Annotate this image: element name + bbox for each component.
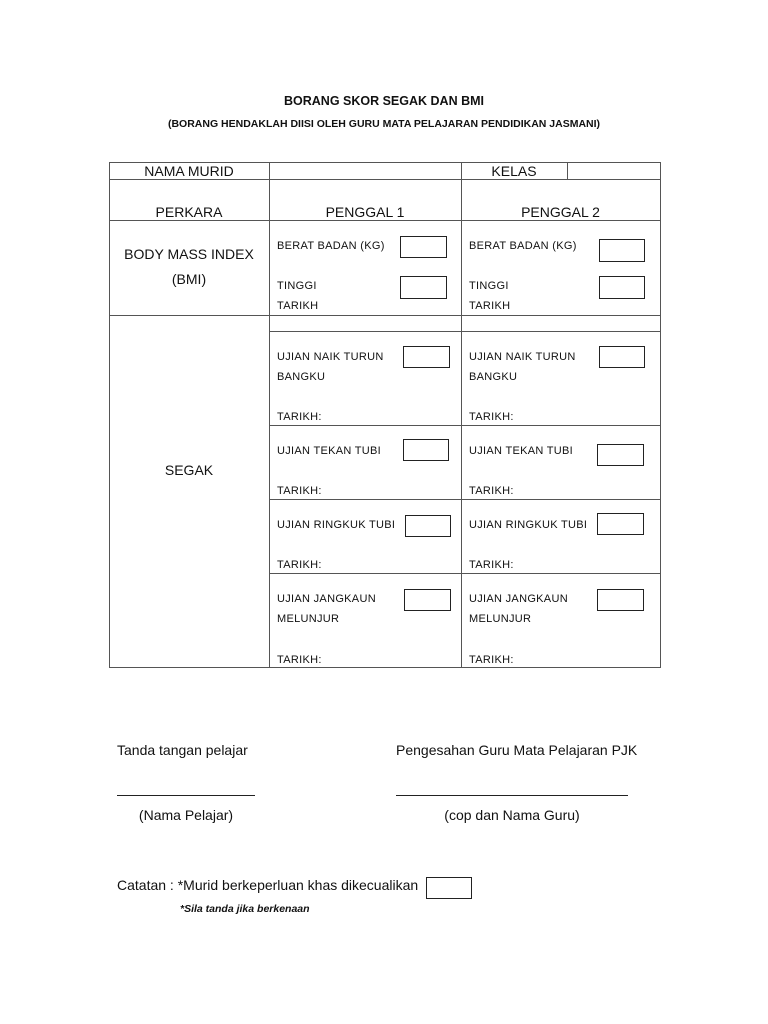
tinggi-input-p1[interactable] [400,276,447,299]
penggal-2-header: PENGGAL 2 [521,204,600,220]
test-jangkaun-line2-p1: MELUNJUR [277,613,340,625]
perkara-header: PERKARA [155,204,223,220]
berat-label-p2: BERAT BADAN (KG) [469,240,577,252]
test-naik-turun-line2-p2: BANGKU [469,371,518,383]
test-ringkuk-tubi-p2: UJIAN RINGKUK TUBI [469,519,588,531]
tarikh-jangkaun-p1: TARIKH: [277,654,322,666]
test-jangkaun-line1-p2: UJIAN JANGKAUN [469,593,568,605]
tarikh-ringkuk-tubi-p2: TARIKH: [469,559,514,571]
berat-input-p1[interactable] [400,236,447,258]
tarikh-naik-turun-p2: TARIKH: [469,411,514,423]
test-tekan-tubi-p1: UJIAN TEKAN TUBI [277,445,382,457]
test-jangkaun-line2-p2: MELUNJUR [469,613,532,625]
tarikh-jangkaun-p2: TARIKH: [469,654,514,666]
test-naik-turun-line2-p1: BANGKU [277,371,326,383]
tarikh-ringkuk-tubi-p1: TARIKH: [277,559,322,571]
note-hint: *Sila tanda jika berkenaan [180,903,310,915]
test-tekan-tubi-p2: UJIAN TEKAN TUBI [469,445,574,457]
teacher-signature-line[interactable] [396,795,628,796]
student-name-caption: (Nama Pelajar) [138,807,234,823]
student-signature-line[interactable] [117,795,255,796]
special-needs-checkbox[interactable] [426,877,472,899]
tarikh-label-p2: TARIKH [469,300,511,312]
form-title: BORANG SKOR SEGAK DAN BMI [283,94,484,108]
nama-murid-label: NAMA MURID [144,163,234,179]
jangkaun-input-p2[interactable] [597,589,644,611]
note-text: Catatan : *Murid berkeperluan khas dikecualikan [117,877,419,893]
tinggi-label-p2: TINGGI [469,280,509,292]
test-naik-turun-line1-p2: UJIAN NAIK TURUN [469,351,576,363]
teacher-verification-label: Pengesahan Guru Mata Pelajaran PJK [396,742,638,758]
tinggi-input-p2[interactable] [599,276,645,299]
tarikh-tekan-tubi-p1: TARIKH: [277,485,322,497]
kelas-field[interactable] [568,163,659,179]
student-signature-label: Tanda tangan pelajar [117,742,248,758]
teacher-name-caption: (cop dan Nama Guru) [444,807,580,823]
tarikh-naik-turun-p1: TARIKH: [277,411,322,423]
test-ringkuk-tubi-p1: UJIAN RINGKUK TUBI [277,519,396,531]
naik-turun-input-p1[interactable] [403,346,450,368]
ringkuk-tubi-input-p2[interactable] [597,513,644,535]
berat-input-p2[interactable] [599,239,645,262]
naik-turun-input-p2[interactable] [599,346,645,368]
tinggi-label-p1: TINGGI [277,280,317,292]
bmi-label-line2: (BMI) [171,271,207,287]
tekan-tubi-input-p2[interactable] [597,444,644,466]
bmi-label-line1: BODY MASS INDEX [124,246,254,262]
jangkaun-input-p1[interactable] [404,589,451,611]
berat-label-p1: BERAT BADAN (KG) [277,240,385,252]
tekan-tubi-input-p1[interactable] [403,439,449,461]
test-jangkaun-line1-p1: UJIAN JANGKAUN [277,593,376,605]
nama-murid-field[interactable] [270,163,460,179]
tarikh-tekan-tubi-p2: TARIKH: [469,485,514,497]
form-subtitle: (BORANG HENDAKLAH DIISI OLEH GURU MATA PELAJARAN PENDIDIKAN JASMANI) [167,118,601,130]
segak-label: SEGAK [164,462,214,478]
ringkuk-tubi-input-p1[interactable] [405,515,451,537]
test-naik-turun-line1-p1: UJIAN NAIK TURUN [277,351,384,363]
penggal-1-header: PENGGAL 1 [325,204,405,220]
tarikh-label-p1: TARIKH [277,300,319,312]
kelas-label: KELAS [491,163,537,179]
